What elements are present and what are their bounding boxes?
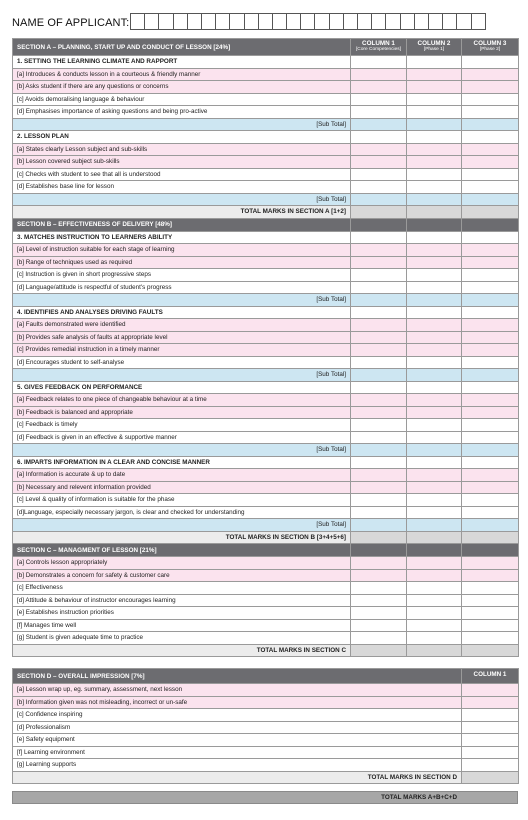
score-cell xyxy=(462,131,519,144)
score-cell[interactable] xyxy=(407,444,462,457)
criterion-row xyxy=(13,106,519,119)
score-cell[interactable] xyxy=(462,244,519,257)
score-cell xyxy=(351,56,407,69)
score-cell[interactable] xyxy=(351,582,407,595)
criterion-label: [c] Level & quality of information is suitable for the phase xyxy=(13,494,351,507)
section-d-title: SECTION D – OVERALL IMPRESSION [7%] xyxy=(13,669,462,684)
score-cell[interactable] xyxy=(351,106,407,119)
section-b-title: SECTION B – EFFECTIVENESS OF DELIVERY [48%] xyxy=(13,218,351,231)
score-cell[interactable] xyxy=(462,494,519,507)
score-cell[interactable] xyxy=(407,582,462,595)
subtotal-row xyxy=(13,369,519,382)
score-cell xyxy=(462,56,519,69)
score-cell[interactable] xyxy=(351,406,407,419)
group-heading-row xyxy=(13,456,519,469)
score-cell[interactable] xyxy=(407,168,462,181)
score-cell[interactable] xyxy=(462,331,519,344)
score-cell[interactable] xyxy=(407,632,462,645)
score-cell[interactable] xyxy=(351,118,407,131)
section-b-header xyxy=(13,218,519,231)
group-heading-row xyxy=(13,231,519,244)
score-cell[interactable] xyxy=(407,419,462,432)
score-cell[interactable] xyxy=(462,118,519,131)
criterion-row xyxy=(13,93,519,106)
score-cell xyxy=(351,381,407,394)
score-cell xyxy=(462,231,519,244)
criterion-label: [d]Language, especially necessary jargon, is clear and checked for understanding xyxy=(13,506,351,519)
score-cell[interactable] xyxy=(462,106,519,119)
criterion-label: [b] Feedback is balanced and appropriate xyxy=(13,406,351,419)
score-cell[interactable] xyxy=(351,481,407,494)
score-cell[interactable] xyxy=(351,206,407,219)
criterion-row xyxy=(13,419,519,432)
score-cell[interactable] xyxy=(351,81,407,94)
score-cell[interactable] xyxy=(407,156,462,169)
score-cell[interactable] xyxy=(462,81,519,94)
criterion-row xyxy=(13,81,519,94)
criterion-label: [d] Encourages student to self-analyse xyxy=(13,356,351,369)
section-a-header xyxy=(13,39,519,56)
score-cell xyxy=(462,381,519,394)
group-heading: 6. IMPARTS INFORMATION IN A CLEAR AND CONCISE MANNER xyxy=(13,456,351,469)
score-cell[interactable] xyxy=(407,644,462,657)
criterion-row xyxy=(13,632,519,645)
criterion-row xyxy=(13,431,519,444)
section-d-total-row xyxy=(13,771,519,784)
score-cell xyxy=(462,456,519,469)
score-cell[interactable] xyxy=(351,344,407,357)
criterion-row xyxy=(13,607,519,620)
criterion-label: [d] Attitude & behaviour of instructor encourages learning xyxy=(13,594,351,607)
score-cell[interactable] xyxy=(351,244,407,257)
score-cell[interactable] xyxy=(462,431,519,444)
criterion-label: [g] Student is given adequate time to practice xyxy=(13,632,351,645)
score-cell[interactable] xyxy=(462,569,519,582)
criterion-label: [a] Information is accurate & up to date xyxy=(13,469,351,482)
score-cell xyxy=(407,456,462,469)
score-cell[interactable] xyxy=(462,709,519,722)
score-cell[interactable] xyxy=(462,721,519,734)
criterion-label: [c] Effectiveness xyxy=(13,582,351,595)
score-cell[interactable] xyxy=(351,632,407,645)
score-cell[interactable] xyxy=(407,607,462,620)
score-cell[interactable] xyxy=(462,168,519,181)
score-cell[interactable] xyxy=(462,519,519,532)
score-cell[interactable] xyxy=(351,269,407,282)
criterion-label: [c] Feedback is timely xyxy=(13,419,351,432)
subtotal-row xyxy=(13,444,519,457)
score-cell[interactable] xyxy=(351,619,407,632)
criterion-label: [a] Controls lesson appropriately xyxy=(13,557,351,570)
criterion-label: [d] Emphasises importance of asking questions and being pro-active xyxy=(13,106,351,119)
score-cell[interactable] xyxy=(407,256,462,269)
score-cell[interactable] xyxy=(407,469,462,482)
criterion-row xyxy=(13,696,519,709)
subtotal-label: [Sub Total] xyxy=(13,444,351,457)
criterion-label: [e] Establishes instruction priorities xyxy=(13,607,351,620)
score-cell[interactable] xyxy=(407,557,462,570)
group-heading-row xyxy=(13,56,519,69)
score-cell[interactable] xyxy=(462,734,519,747)
score-cell[interactable] xyxy=(351,431,407,444)
score-cell[interactable] xyxy=(351,607,407,620)
group-heading: 5. GIVES FEEDBACK ON PERFORMANCE xyxy=(13,381,351,394)
subtotal-row xyxy=(13,519,519,532)
criterion-label: [e] Safety equipment xyxy=(13,734,462,747)
section-c-total-row xyxy=(13,644,519,657)
criterion-label: [b] Demonstrates a concern for safety & customer care xyxy=(13,569,351,582)
criterion-row xyxy=(13,734,519,747)
criterion-row xyxy=(13,156,519,169)
criterion-label: [a] Level of instruction suitable for each stage of learning xyxy=(13,244,351,257)
criterion-label: [a] Introduces & conducts lesson in a courteous & friendly manner xyxy=(13,68,351,81)
score-cell[interactable] xyxy=(407,281,462,294)
criterion-row xyxy=(13,356,519,369)
criterion-row xyxy=(13,684,519,697)
applicant-name-row xyxy=(12,11,518,33)
score-cell[interactable] xyxy=(407,118,462,131)
subtotal-label: [Sub Total] xyxy=(13,369,351,382)
score-cell[interactable] xyxy=(462,696,519,709)
score-cell[interactable] xyxy=(462,406,519,419)
score-cell xyxy=(407,56,462,69)
section-a-total-row xyxy=(13,206,519,219)
criterion-row xyxy=(13,256,519,269)
criterion-row xyxy=(13,319,519,332)
score-cell[interactable] xyxy=(351,356,407,369)
score-cell[interactable] xyxy=(351,494,407,507)
criterion-row xyxy=(13,331,519,344)
score-cell[interactable] xyxy=(407,106,462,119)
score-cell[interactable] xyxy=(407,394,462,407)
score-cell[interactable] xyxy=(462,759,519,772)
section-a-title: SECTION A – PLANNING, START UP AND CONDUCT OF LESSON [24%] xyxy=(13,39,351,56)
criterion-row xyxy=(13,244,519,257)
score-cell[interactable] xyxy=(462,156,519,169)
score-cell[interactable] xyxy=(407,319,462,332)
criterion-row xyxy=(13,168,519,181)
group-heading-row xyxy=(13,306,519,319)
score-cell[interactable] xyxy=(462,93,519,106)
score-cell[interactable] xyxy=(407,294,462,307)
criterion-label: [a] Lesson wrap up, eg. summary, assessment, next lesson xyxy=(13,684,462,697)
score-cell[interactable] xyxy=(407,531,462,544)
criterion-row xyxy=(13,281,519,294)
score-cell[interactable] xyxy=(407,269,462,282)
criterion-label: [c] Avoids demoralising language & behaviour xyxy=(13,93,351,106)
score-cell[interactable] xyxy=(462,644,519,657)
criterion-row xyxy=(13,569,519,582)
score-cell[interactable] xyxy=(407,81,462,94)
subtotal-row xyxy=(13,193,519,206)
score-cell[interactable] xyxy=(351,394,407,407)
group-heading-row xyxy=(13,381,519,394)
criterion-label: [b] Provides safe analysis of faults at appropriate level xyxy=(13,331,351,344)
score-cell[interactable] xyxy=(462,68,519,81)
score-cell[interactable] xyxy=(462,419,519,432)
criterion-row xyxy=(13,406,519,419)
score-cell[interactable] xyxy=(407,206,462,219)
criterion-label: [f] Learning environment xyxy=(13,746,462,759)
score-cell[interactable] xyxy=(462,557,519,570)
score-cell[interactable] xyxy=(351,469,407,482)
section-c-title: SECTION C – MANAGMENT OF LESSON [21%] xyxy=(13,544,351,557)
group-heading-row xyxy=(13,131,519,144)
applicant-name-boxes[interactable] xyxy=(130,13,485,30)
score-cell[interactable] xyxy=(407,406,462,419)
score-cell[interactable] xyxy=(351,369,407,382)
score-cell[interactable] xyxy=(407,93,462,106)
score-cell xyxy=(351,131,407,144)
subtotal-row xyxy=(13,118,519,131)
score-cell[interactable] xyxy=(351,181,407,194)
score-cell[interactable] xyxy=(351,168,407,181)
section-d-column-header: COLUMN 1 xyxy=(462,669,519,684)
score-cell[interactable] xyxy=(407,594,462,607)
score-cell[interactable] xyxy=(407,481,462,494)
score-cell[interactable] xyxy=(462,394,519,407)
score-cell[interactable] xyxy=(462,444,519,457)
score-cell[interactable] xyxy=(462,143,519,156)
score-cell[interactable] xyxy=(462,594,519,607)
score-cell[interactable] xyxy=(462,269,519,282)
score-cell[interactable] xyxy=(407,344,462,357)
score-cell xyxy=(407,131,462,144)
score-cell[interactable] xyxy=(351,557,407,570)
criterion-label: [d] Language/attitude is respectful of student's progress xyxy=(13,281,351,294)
criterion-row xyxy=(13,746,519,759)
score-cell[interactable] xyxy=(407,244,462,257)
criterion-row xyxy=(13,594,519,607)
criterion-label: [c] Instruction is given in short progressive steps xyxy=(13,269,351,282)
score-cell[interactable] xyxy=(407,494,462,507)
score-cell[interactable] xyxy=(351,644,407,657)
score-cell[interactable] xyxy=(351,281,407,294)
section-b-total-label: TOTAL MARKS IN SECTION B [3+4+5+6] xyxy=(13,531,351,544)
score-cell[interactable] xyxy=(462,294,519,307)
score-cell[interactable] xyxy=(462,481,519,494)
score-cell[interactable] xyxy=(351,419,407,432)
score-cell[interactable] xyxy=(462,356,519,369)
score-cell[interactable] xyxy=(407,143,462,156)
criterion-row xyxy=(13,557,519,570)
column-1-header: COLUMN 1 [Core Competencies] xyxy=(351,39,407,56)
subtotal-label: [Sub Total] xyxy=(13,519,351,532)
applicant-label: NAME OF APPLICANT: xyxy=(12,17,130,29)
score-cell[interactable] xyxy=(462,582,519,595)
subtotal-label: [Sub Total] xyxy=(13,193,351,206)
section-b-total-row xyxy=(13,531,519,544)
score-cell[interactable] xyxy=(351,531,407,544)
criterion-label: [b] Necessary and relevent information provided xyxy=(13,481,351,494)
score-cell xyxy=(351,456,407,469)
score-cell[interactable] xyxy=(462,746,519,759)
section-d-total-label: TOTAL MARKS IN SECTION D xyxy=(13,771,462,784)
score-cell[interactable] xyxy=(351,519,407,532)
score-cell[interactable] xyxy=(407,369,462,382)
score-cell xyxy=(407,306,462,319)
score-cell[interactable] xyxy=(462,181,519,194)
score-cell xyxy=(407,231,462,244)
group-heading: 2. LESSON PLAN xyxy=(13,131,351,144)
score-cell[interactable] xyxy=(407,519,462,532)
score-cell[interactable] xyxy=(407,193,462,206)
criterion-label: [b] Information given was not misleading, incorrect or un-safe xyxy=(13,696,462,709)
score-cell[interactable] xyxy=(462,607,519,620)
criterion-row xyxy=(13,68,519,81)
score-cell[interactable] xyxy=(351,193,407,206)
section-a-total-label: TOTAL MARKS IN SECTION A [1+2] xyxy=(13,206,351,219)
score-cell[interactable] xyxy=(351,506,407,519)
score-cell[interactable] xyxy=(462,771,519,784)
criterion-row xyxy=(13,619,519,632)
score-cell[interactable] xyxy=(407,431,462,444)
criterion-row xyxy=(13,394,519,407)
score-cell[interactable] xyxy=(407,331,462,344)
column-2-header: COLUMN 2 [Phase 1] xyxy=(407,39,462,56)
criterion-row xyxy=(13,269,519,282)
score-cell[interactable] xyxy=(351,444,407,457)
section-d-table xyxy=(12,668,519,784)
section-d-header xyxy=(13,669,519,684)
criterion-label: [b] Range of techniques used as required xyxy=(13,256,351,269)
criterion-label: [a] States clearly Lesson subject and sub-skills xyxy=(13,143,351,156)
criterion-row xyxy=(13,181,519,194)
score-cell[interactable] xyxy=(462,369,519,382)
group-heading: 1. SETTING THE LEARNING CLIMATE AND RAPPORT xyxy=(13,56,351,69)
score-cell xyxy=(407,381,462,394)
criterion-label: [b] Asks student if there are any questions or concerns xyxy=(13,81,351,94)
score-cell[interactable] xyxy=(351,68,407,81)
score-cell[interactable] xyxy=(351,294,407,307)
criterion-row xyxy=(13,494,519,507)
criterion-row xyxy=(13,469,519,482)
criterion-row xyxy=(13,506,519,519)
score-cell[interactable] xyxy=(407,181,462,194)
subtotal-row xyxy=(13,294,519,307)
column-3-header: COLUMN 3 [Phase 2] xyxy=(462,39,519,56)
group-heading: 3. MATCHES INSTRUCTION TO LEARNERS ABILITY xyxy=(13,231,351,244)
score-cell[interactable] xyxy=(351,256,407,269)
section-c-total-label: TOTAL MARKS IN SECTION C xyxy=(13,644,351,657)
criterion-row xyxy=(13,143,519,156)
criterion-row xyxy=(13,481,519,494)
score-cell[interactable] xyxy=(407,68,462,81)
score-cell[interactable] xyxy=(462,632,519,645)
subtotal-label: [Sub Total] xyxy=(13,118,351,131)
score-cell xyxy=(462,306,519,319)
score-cell[interactable] xyxy=(462,206,519,219)
score-cell[interactable] xyxy=(462,256,519,269)
criterion-label: [f] Manages time well xyxy=(13,619,351,632)
criterion-row xyxy=(13,709,519,722)
score-cell[interactable] xyxy=(462,531,519,544)
criterion-label: [c] Confidence inspiring xyxy=(13,709,462,722)
score-cell[interactable] xyxy=(462,469,519,482)
score-cell[interactable] xyxy=(462,281,519,294)
score-cell xyxy=(351,306,407,319)
section-c-header xyxy=(13,544,519,557)
score-cell xyxy=(351,231,407,244)
score-cell[interactable] xyxy=(407,619,462,632)
score-cell[interactable] xyxy=(462,319,519,332)
criterion-label: [g] Learning supports xyxy=(13,759,462,772)
criterion-row xyxy=(13,344,519,357)
score-cell[interactable] xyxy=(351,143,407,156)
score-cell[interactable] xyxy=(351,594,407,607)
criterion-label: [c] Provides remedial instruction in a timely manner xyxy=(13,344,351,357)
criterion-label: [c] Checks with student to see that all is understood xyxy=(13,168,351,181)
score-cell[interactable] xyxy=(351,156,407,169)
score-cell[interactable] xyxy=(462,684,519,697)
criterion-label: [a] Faults demonstrated were identified xyxy=(13,319,351,332)
score-cell[interactable] xyxy=(407,356,462,369)
score-cell[interactable] xyxy=(351,93,407,106)
score-cell[interactable] xyxy=(462,193,519,206)
criterion-row xyxy=(13,582,519,595)
score-cell[interactable] xyxy=(462,619,519,632)
score-cell[interactable] xyxy=(351,331,407,344)
score-cell[interactable] xyxy=(462,506,519,519)
score-cell[interactable] xyxy=(407,506,462,519)
criterion-row xyxy=(13,721,519,734)
score-cell[interactable] xyxy=(351,319,407,332)
assessment-table xyxy=(12,38,519,657)
group-heading: 4. IDENTIFIES AND ANALYSES DRIVING FAULTS xyxy=(13,306,351,319)
grand-total-bar: TOTAL MARKS A+B+C+D xyxy=(12,791,518,804)
criterion-label: [d] Establishes base line for lesson xyxy=(13,181,351,194)
criterion-label: [d] Professionalism xyxy=(13,721,462,734)
criterion-row xyxy=(13,759,519,772)
criterion-label: [a] Feedback relates to one piece of changeable behaviour at a time xyxy=(13,394,351,407)
score-cell[interactable] xyxy=(462,344,519,357)
score-cell[interactable] xyxy=(407,569,462,582)
criterion-label: [d] Feedback is given in an effective & supportive manner xyxy=(13,431,351,444)
criterion-label: [b] Lesson covered subject sub-skills xyxy=(13,156,351,169)
score-cell[interactable] xyxy=(351,569,407,582)
subtotal-label: [Sub Total] xyxy=(13,294,351,307)
